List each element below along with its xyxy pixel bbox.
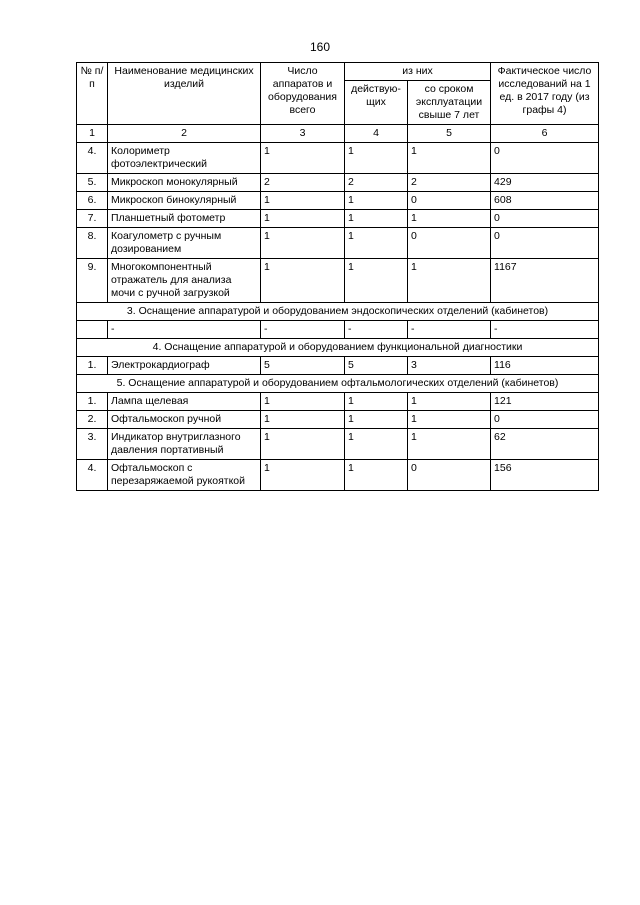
header-name: Наименование медицинских изделий	[108, 63, 261, 125]
row-over7: -	[408, 321, 491, 339]
row-num: 7.	[77, 210, 108, 228]
row-over7: 1	[408, 210, 491, 228]
row-total: 1	[261, 460, 345, 491]
row-total: 1	[261, 228, 345, 259]
header-over7: со сроком эксплуатации свыше 7 лет	[408, 81, 491, 125]
table-row	[77, 460, 599, 491]
row-name: Офтальмоскоп с перезаряжаемой рукояткой	[108, 460, 261, 491]
row-over7: 1	[408, 393, 491, 411]
header-active: действую-щих	[345, 81, 408, 125]
row-total: 1	[261, 429, 345, 460]
table-row	[77, 174, 599, 192]
row-num: 9.	[77, 259, 108, 303]
row-actual: 0	[491, 210, 599, 228]
row-active: 2	[345, 174, 408, 192]
table-row	[77, 321, 599, 339]
row-num: 6.	[77, 192, 108, 210]
header-actual: Фактическое число исследований на 1 ед. в 2017 году (из графы 4)	[491, 63, 599, 125]
section-header-row	[77, 375, 599, 393]
section-title: 3. Оснащение аппаратурой и оборудованием эндоскопических отделений (кабинетов)	[77, 303, 599, 321]
equipment-table	[76, 62, 599, 491]
row-total: 5	[261, 357, 345, 375]
table-row	[77, 210, 599, 228]
row-active: 1	[345, 192, 408, 210]
row-active: 1	[345, 411, 408, 429]
row-active: 1	[345, 143, 408, 174]
row-name: Лампа щелевая	[108, 393, 261, 411]
row-actual: -	[491, 321, 599, 339]
row-num: 3.	[77, 429, 108, 460]
row-actual: 116	[491, 357, 599, 375]
row-over7: 1	[408, 143, 491, 174]
row-actual: 62	[491, 429, 599, 460]
row-name: -	[108, 321, 261, 339]
row-name: Офтальмоскоп ручной	[108, 411, 261, 429]
header-total: Число аппаратов и оборудования всего	[261, 63, 345, 125]
row-name: Микроскоп монокулярный	[108, 174, 261, 192]
row-active: 5	[345, 357, 408, 375]
row-num: 4.	[77, 143, 108, 174]
table-row	[77, 192, 599, 210]
row-actual: 121	[491, 393, 599, 411]
section-title: 5. Оснащение аппаратурой и оборудованием офтальмологических отделений (кабинетов)	[77, 375, 599, 393]
row-over7: 0	[408, 228, 491, 259]
table-row	[77, 259, 599, 303]
row-name: Планшетный фотометр	[108, 210, 261, 228]
row-over7: 3	[408, 357, 491, 375]
row-actual: 608	[491, 192, 599, 210]
row-over7: 1	[408, 429, 491, 460]
row-active: 1	[345, 429, 408, 460]
header-num: № п/п	[77, 63, 108, 125]
table-row	[77, 143, 599, 174]
row-total: 1	[261, 210, 345, 228]
section-header-row	[77, 303, 599, 321]
row-num	[77, 321, 108, 339]
row-total: 1	[261, 393, 345, 411]
row-total: 1	[261, 192, 345, 210]
row-name: Индикатор внутриглазного давления портативный	[108, 429, 261, 460]
table-row	[77, 393, 599, 411]
column-index: 4	[345, 125, 408, 143]
row-num: 1.	[77, 357, 108, 375]
row-num: 2.	[77, 411, 108, 429]
row-actual: 0	[491, 228, 599, 259]
row-num: 8.	[77, 228, 108, 259]
row-name: Электрокардиограф	[108, 357, 261, 375]
row-active: 1	[345, 460, 408, 491]
row-over7: 1	[408, 411, 491, 429]
row-total: 1	[261, 411, 345, 429]
row-actual: 1167	[491, 259, 599, 303]
page-number: 160	[309, 40, 331, 54]
row-num: 4.	[77, 460, 108, 491]
row-active: -	[345, 321, 408, 339]
table-row	[77, 411, 599, 429]
column-index: 6	[491, 125, 599, 143]
table-header-row	[77, 63, 599, 81]
row-active: 1	[345, 393, 408, 411]
row-actual: 156	[491, 460, 599, 491]
row-name: Микроскоп бинокулярный	[108, 192, 261, 210]
row-name: Колориметр фотоэлектрический	[108, 143, 261, 174]
table-row	[77, 228, 599, 259]
table-row	[77, 429, 599, 460]
column-index: 1	[77, 125, 108, 143]
table-row	[77, 357, 599, 375]
row-total: 2	[261, 174, 345, 192]
row-active: 1	[345, 210, 408, 228]
row-active: 1	[345, 259, 408, 303]
section-header-row	[77, 339, 599, 357]
row-total: -	[261, 321, 345, 339]
row-total: 1	[261, 259, 345, 303]
row-over7: 2	[408, 174, 491, 192]
row-name: Многокомпонентный отражатель для анализа мочи с ручной загрузкой	[108, 259, 261, 303]
header-of-them: из них	[345, 63, 491, 81]
row-num: 5.	[77, 174, 108, 192]
row-over7: 0	[408, 460, 491, 491]
row-active: 1	[345, 228, 408, 259]
row-actual: 0	[491, 143, 599, 174]
row-actual: 429	[491, 174, 599, 192]
row-total: 1	[261, 143, 345, 174]
column-index: 5	[408, 125, 491, 143]
column-index: 3	[261, 125, 345, 143]
row-actual: 0	[491, 411, 599, 429]
section-title: 4. Оснащение аппаратурой и оборудованием функциональной диагностики	[77, 339, 599, 357]
row-name: Коагулометр с ручным дозированием	[108, 228, 261, 259]
row-over7: 0	[408, 192, 491, 210]
row-num: 1.	[77, 393, 108, 411]
column-index-row	[77, 125, 599, 143]
row-over7: 1	[408, 259, 491, 303]
column-index: 2	[108, 125, 261, 143]
